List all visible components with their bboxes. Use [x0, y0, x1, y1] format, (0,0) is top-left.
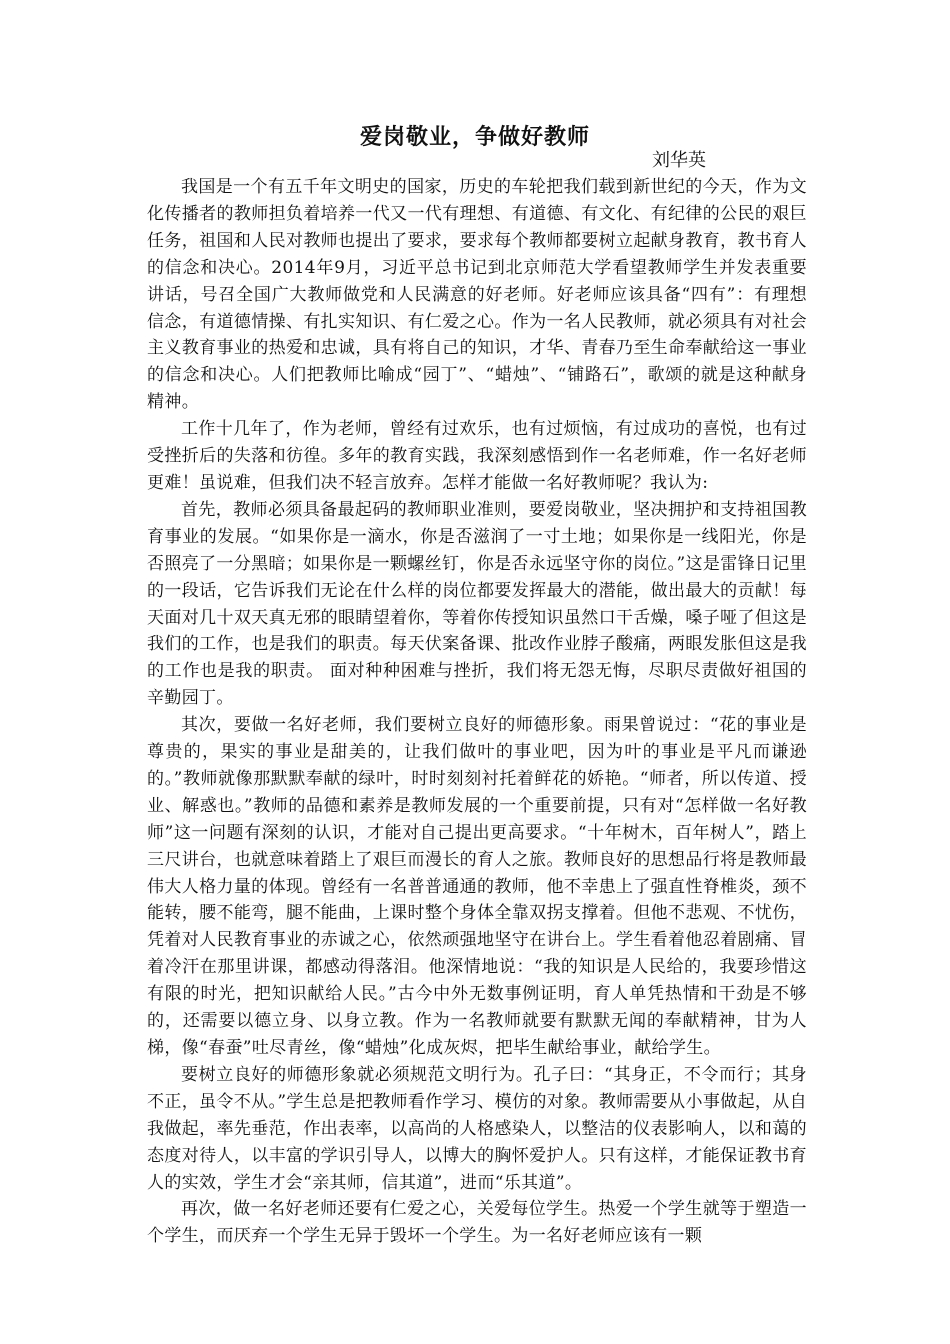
paragraph-5: 要树立良好的师德形象就必须规范文明行为。孔子曰：“其身正，不令而行；其身不正，虽令不从。”学生总是把教师看作学习、模仿的对象。教师需要从小事做起，从自我做起，率先垂范，作出表率，以高尚的人格感染人，以整洁的仪表影响人，以和蔼的态度对待人，以丰富的学识引导人，以博大的胸怀爱护人。只有这样，才能保证教书育人的实效，学生才会“亲其师，信其道”，进而“乐其道”。: [147, 1064, 807, 1193]
paragraph-1: 我国是一个有五千年文明史的国家，历史的车轮把我们载到新世纪的今天，作为文化传播者的教师担负着培养一代又一代有理想、有道德、有文化、有纪律的公民的艰巨任务，祖国和人民对教师也提出了要求，要求每个教师都要树立起献身教育，教书育人的信念和决心。2014年9月，习近平总书记到北京师范大学看望教师学生并发表重要讲话，号召全国广大教师做党和人民满意的好老师。好老师应该具备“四有”：有理想信念，有道德情操、有扎实知识、有仁爱之心。作为一名人民教师，就必须具有对社会主义教育事业的热爱和忠诚，具有将自己的知识，才华、青春乃至生命奉献给这一事业的信念和决心。人们把教师比喻成“园丁”、“蜡烛”、“铺路石”，歌颂的就是这种献身精神。: [147, 177, 807, 413]
paragraph-4: 其次，要做一名好老师，我们要树立良好的师德形象。雨果曾说过：“花的事业是尊贵的，果实的事业是甜美的，让我们做叶的事业吧，因为叶的事业是平凡而谦逊的。”教师就像那默默奉献的绿叶，时时刻刻衬托着鲜花的娇艳。“师者，所以传道、授业、解惑也。”教师的品德和素养是教师发展的一个重要前提，只有对“怎样做一名好教师”这一问题有深刻的认识，才能对自己提出更高要求。“十年树木，百年树人”，踏上三尺讲台，也就意味着踏上了艰巨而漫长的育人之旅。教师良好的思想品行将是教师最伟大人格力量的体现。曾经有一名普普通通的教师，他不幸患上了强直性脊椎炎，颈不能转，腰不能弯，腿不能曲，上课时整个身体全靠双拐支撑着。但他不悲观、不忧伤，凭着对人民教育事业的赤诚之心，依然顽强地坚守在讲台上。学生看着他忍着剧痛、冒着冷汗在那里讲课，都感动得落泪。他深情地说：“我的知识是人民给的，我要珍惜这有限的时光，把知识献给人民。”古今中外无数事例证明，育人单凭热情和干劲是不够的，还需要以德立身、以身立教。作为一名教师就要有默默无闻的奉献精神，甘为人梯，像“春蚕”吐尽青丝，像“蜡烛”化成灰烬，把毕生献给事业，献给学生。: [147, 715, 807, 1058]
document-author: 刘华英: [652, 150, 706, 171]
document-body: [147, 174, 807, 1250]
document-title: 爱岗敬业，争做好教师: [359, 124, 590, 150]
paragraph-2: 工作十几年了，作为老师，曾经有过欢乐，也有过烦恼，有过成功的喜悦，也有过受挫折后的失落和彷徨。多年的教育实践，我深刻感悟到作一名老师难，作一名好老师更难！虽说难，但我们决不轻言放弃。怎样才能做一名好教师呢？我认为:: [147, 419, 807, 493]
paragraph-3: 首先，教师必须具备最起码的教师职业准则，要爱岗敬业，坚决拥护和支持祖国教育事业的发展。“如果你是一滴水，你是否滋润了一寸土地；如果你是一线阳光，你是否照亮了一分黑暗；如果你是一颗螺丝钉，你是否永远坚守你的岗位。”这是雷锋日记里的一段话，它告诉我们无论在什么样的岗位都要发挥最大的潜能，做出最大的贡献！每天面对几十双天真无邪的眼睛望着你，等着你传授知识虽然口干舌燥，嗓子哑了但这是我们的工作，也是我们的职责。每天伏案备课、批改作业脖子酸痛，两眼发胀但这是我的工作也是我的职责。 面对种种困难与挫折，我们将无怨无悔，尽职尽责做好祖国的辛勤园丁。: [147, 499, 807, 709]
paragraph-6: 再次，做一名好老师还要有仁爱之心，关爱每位学生。热爱一个学生就等于塑造一个学生，而厌弃一个学生无异于毁坏一个学生。为一名好老师应该有一颗: [147, 1199, 807, 1247]
